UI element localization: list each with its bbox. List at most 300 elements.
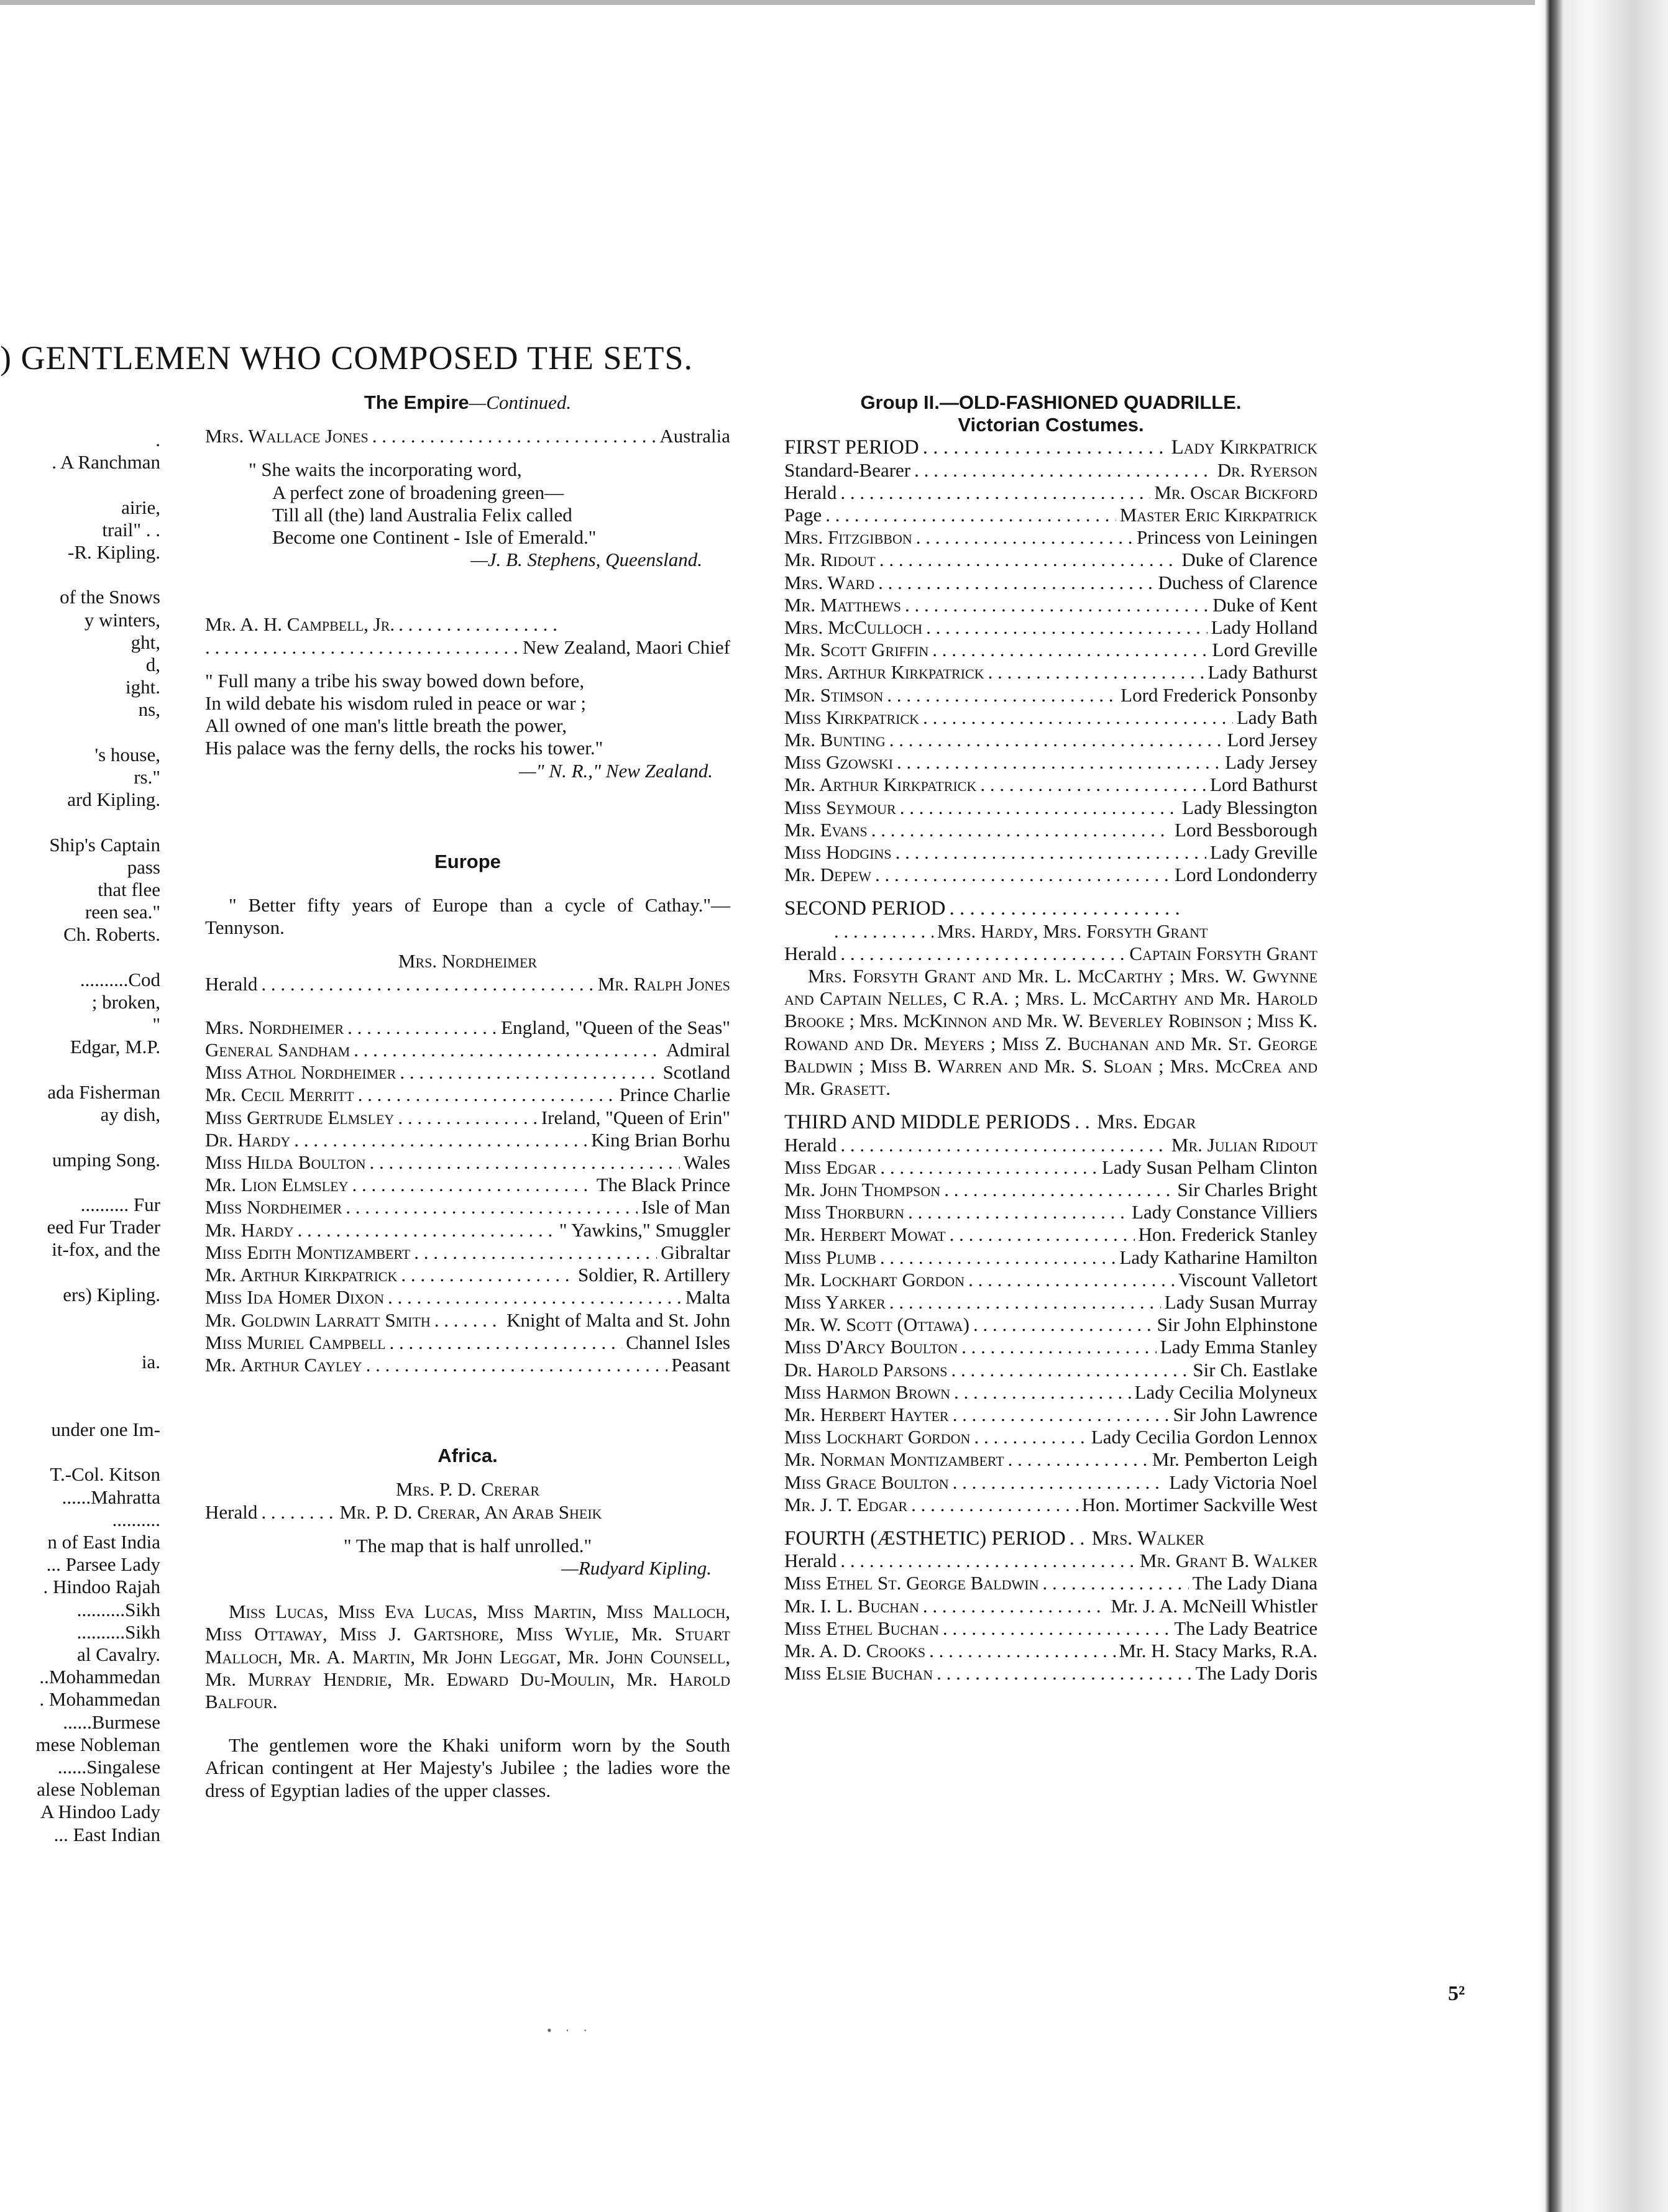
left-fragment-line: rs."	[134, 766, 160, 788]
role-character: Lady Blessington	[1182, 796, 1317, 818]
left-fragment-line	[0, 721, 160, 744]
role-row	[784, 504, 1317, 526]
role-row	[784, 1640, 1317, 1662]
africa-quote-attribution: —Rudyard Kipling.	[561, 1556, 712, 1579]
left-fragment-line: ..Mohammedan	[39, 1666, 160, 1688]
first-period-leader: Lady Kirkpatrick	[1171, 436, 1317, 459]
role-character: Lord Bathurst	[1209, 774, 1317, 796]
empire-title-suffix: —Continued.	[469, 391, 572, 413]
role-row	[205, 1286, 730, 1309]
europe-herald-row	[205, 973, 730, 995]
left-fragment-line: ; broken,	[91, 991, 160, 1013]
third-period-herald-label: Herald	[784, 1133, 837, 1156]
role-person: Miss Ethel St. George Baldwin	[784, 1572, 1039, 1594]
africa-section-title: Africa.	[438, 1445, 498, 1467]
role-row	[784, 774, 1317, 796]
role-character: Sir John Elphinstone	[1157, 1314, 1317, 1336]
role-character: Lady Greville	[1209, 841, 1317, 864]
role-row	[784, 729, 1317, 751]
role-row	[205, 1332, 730, 1354]
left-fragment-line: it-fox, and the	[52, 1238, 160, 1261]
poem-line: All owned of one man's little breath the power,	[205, 715, 567, 737]
left-fragment-line: ..........Sikh	[76, 1598, 160, 1620]
role-person: Miss Gertrude Elmsley	[205, 1106, 395, 1128]
role-person: Herald	[784, 481, 837, 503]
role-row	[205, 1219, 730, 1241]
left-fragment-line: A Hindoo Lady	[40, 1801, 160, 1823]
role-row	[784, 1617, 1317, 1640]
africa-herald-row	[205, 1501, 730, 1524]
left-fragment-line	[0, 1059, 160, 1081]
africa-herald-name: Mr. P. D. Crerar, An Arab Sheik	[339, 1501, 602, 1523]
first-period-list	[784, 459, 1317, 887]
role-person: Mrs. McCulloch	[784, 616, 923, 639]
role-character: Scotland	[662, 1061, 730, 1084]
role-person: Miss D'Arcy Boulton	[784, 1336, 958, 1358]
role-character: Channel Isles	[626, 1331, 730, 1353]
role-row	[784, 684, 1317, 706]
nz-name: Mr. A. H. Campbell, Jr.	[205, 613, 395, 636]
first-period-row	[784, 436, 1317, 459]
role-row	[784, 1404, 1317, 1426]
empire-section-title	[205, 391, 730, 414]
left-fragment-line	[0, 1126, 160, 1148]
left-fragment-line: "	[152, 1013, 160, 1036]
left-fragment-line: umping Song.	[52, 1148, 160, 1171]
left-fragment-line: Ship's Captain	[49, 833, 160, 856]
left-fragment-line	[0, 1328, 160, 1351]
left-fragment-line: trail" . .	[102, 518, 160, 541]
left-fragment-line: T.-Col. Kitson	[50, 1463, 160, 1486]
role-row	[784, 1314, 1317, 1336]
left-fragment-line	[0, 1171, 160, 1194]
role-character: The Lady Beatrice	[1174, 1617, 1317, 1639]
second-period-leaders-row	[784, 920, 1317, 943]
role-character: Hon. Mortimer Sackville West	[1081, 1493, 1317, 1515]
role-row	[205, 1039, 730, 1061]
role-row	[205, 1264, 730, 1286]
fourth-period-leader: Mrs. Walker	[1091, 1527, 1204, 1550]
second-period-leaders: Mrs. Hardy, Mrs. Forsyth Grant	[937, 920, 1208, 942]
role-row	[205, 1129, 730, 1151]
role-character: Sir Ch. Eastlake	[1193, 1358, 1317, 1381]
role-person: Miss Kirkpatrick	[784, 706, 920, 728]
role-person: Miss Edith Montizambert	[205, 1241, 411, 1263]
group2-subtitle: Victorian Costumes.	[958, 414, 1144, 436]
role-person: Mr. Lockhart Gordon	[784, 1268, 965, 1291]
role-row	[205, 1151, 730, 1174]
book-spine-shadow	[1540, 0, 1668, 2212]
empire-title: The Empire	[364, 391, 469, 413]
second-period-herald-label: Herald	[784, 942, 837, 964]
role-person: Mrs. Nordheimer	[205, 1016, 344, 1038]
role-character: Wales	[684, 1151, 730, 1174]
nz-role-row	[205, 636, 730, 659]
left-fragment-line: . Hindoo Rajah	[43, 1576, 160, 1598]
role-person: Miss Hodgins	[784, 841, 892, 864]
europe-leader: Mrs. Nordheimer	[398, 950, 538, 972]
role-row	[205, 1309, 730, 1332]
nz-role: New Zealand, Maori Chief	[523, 636, 730, 658]
europe-quote: " Better fifty years of Europe than a cycle of Cathay."—Tennyson.	[205, 894, 730, 939]
left-fragment-line: mese Nobleman	[35, 1733, 160, 1755]
role-row	[784, 1336, 1317, 1358]
role-row	[784, 1595, 1317, 1617]
role-person: Mr. Arthur Cayley	[205, 1353, 362, 1376]
poem-line: Become one Continent - Isle of Emerald."	[272, 526, 597, 549]
left-fragment-line: ......Singalese	[57, 1755, 160, 1778]
left-fragment-line: ard Kipling.	[67, 788, 160, 811]
role-row	[784, 1201, 1317, 1223]
role-row	[784, 819, 1317, 841]
left-fragment-line: .......... Fur	[80, 1193, 160, 1215]
fourth-period-herald-row	[784, 1550, 1317, 1572]
role-row	[784, 459, 1317, 482]
role-character: Lady Constance Villiers	[1132, 1201, 1317, 1223]
role-row	[784, 572, 1317, 594]
third-period-herald-name: Mr. Julian Ridout	[1171, 1133, 1317, 1156]
role-character: King Brian Borhu	[591, 1128, 730, 1151]
poem-2-attribution: —" N. R.," New Zealand.	[519, 759, 713, 782]
left-fragment-line: that flee	[98, 879, 160, 901]
left-fragment-line: ers) Kipling.	[63, 1283, 160, 1305]
role-character: Ireland, "Queen of Erin"	[541, 1106, 730, 1128]
role-person: Mr. I. L. Buchan	[784, 1594, 919, 1617]
role-row	[784, 526, 1317, 549]
africa-costume-note: The gentlemen wore the Khaki uniform worn by the South African contingent at Her Majesty's Jubilee ; the ladies wore the dress of Egyptian ladies of the upper classes.	[205, 1734, 730, 1801]
role-person: Mr. A. D. Crooks	[784, 1639, 926, 1661]
role-person: Miss Lockhart Gordon	[784, 1426, 971, 1448]
role-row	[784, 594, 1317, 616]
role-character: Lady Victoria Noel	[1169, 1471, 1317, 1493]
left-fragment-line: 's house,	[94, 743, 160, 766]
left-fragment-line: ght,	[131, 631, 160, 653]
left-fragment-line	[0, 1441, 160, 1463]
role-row	[784, 1381, 1317, 1404]
role-row	[784, 1448, 1317, 1471]
role-person: Miss Edgar	[784, 1156, 877, 1178]
fourth-period-label: FOURTH (ÆSTHETIC) PERIOD	[784, 1527, 1066, 1550]
role-person: Miss Ida Homer Dixon	[205, 1286, 385, 1309]
role-person: Mr. Norman Montizambert	[784, 1448, 1004, 1471]
role-person: Mr. J. T. Edgar	[784, 1493, 908, 1515]
left-fragment-line: pass	[127, 856, 160, 878]
role-character: Lady Susan Murray	[1164, 1291, 1317, 1313]
role-row	[784, 751, 1317, 774]
role-character: The Lady Diana	[1192, 1572, 1317, 1594]
poem-line: A perfect zone of broadening green—	[272, 481, 564, 503]
role-person: Miss Nordheimer	[205, 1196, 342, 1218]
role-character: Lady Holland	[1211, 616, 1317, 639]
africa-leader: Mrs. P. D. Crerar	[395, 1478, 540, 1501]
role-person: Standard-Bearer	[784, 459, 911, 481]
left-fragment-line: d,	[145, 654, 160, 676]
africa-herald-label: Herald	[205, 1501, 258, 1523]
role-character: England, "Queen of the Seas"	[501, 1016, 730, 1038]
left-fragment-line: ns,	[138, 698, 160, 721]
africa-quote: " The map that is half unrolled."	[343, 1534, 592, 1556]
role-person: Mr. Herbert Hayter	[784, 1403, 949, 1425]
second-period-couples: Mrs. Forsyth Grant and Mr. L. McCarthy ; Mrs. W. Gwynne and Captain Nelles, C R.A. ; Mrs. L. McCarthy and Mr. Harold Brooke ; Mrs. McKinnon and Mr. W. Beverley Robinson ; Miss K. Rowand and Dr. Meyers ; Miss Z. Buchanan and Mr. St. George Baldwin ; Miss B. Warren and Mr. S. Sloan ; Mrs. McCrea and Mr. Grasett.	[784, 965, 1317, 1100]
africa-participants: Miss Lucas, Miss Eva Lucas, Miss Martin, Miss Malloch, Miss Ottaway, Miss J. Gartshore, Miss Wylie, Mr. Stuart Malloch, Mr. A. Martin, Mr John Leggat, Mr. John Counsell, Mr. Murray Hendrie, Mr. Edward Du-Moulin, Mr. Harold Balfour.	[205, 1601, 730, 1712]
europe-section-title: Europe	[434, 850, 501, 872]
role-character: Duke of Clarence	[1181, 549, 1317, 571]
role-character: Knight of Malta and St. John	[506, 1309, 730, 1331]
role-character: Lord Bessborough	[1175, 818, 1317, 841]
role-person: Mr. Evans	[784, 818, 868, 841]
right-column	[784, 391, 1317, 1684]
left-fragment-line: ia.	[141, 1351, 160, 1373]
empire-poem-1	[205, 459, 730, 549]
role-person: Mr. Herbert Mowat	[784, 1223, 946, 1246]
left-fragment-line: ..........	[112, 1508, 160, 1530]
role-character: Duchess of Clarence	[1158, 571, 1317, 593]
second-period-label: SECOND PERIOD	[784, 897, 946, 920]
role-character: Viscount Valletort	[1178, 1268, 1317, 1291]
role-character: Sir John Lawrence	[1173, 1403, 1317, 1425]
role-person: Miss Gzowski	[784, 751, 894, 774]
role-person: Miss Seymour	[784, 796, 896, 818]
role-row	[205, 1107, 730, 1129]
role-character: Princess von Leiningen	[1136, 526, 1317, 549]
role-row	[205, 1196, 730, 1218]
poem-line: His palace was the ferny dells, the rocks his tower."	[205, 737, 603, 759]
role-row	[784, 1572, 1317, 1594]
role-row	[784, 1494, 1317, 1516]
role-character: Isle of Man	[641, 1196, 730, 1218]
second-period-herald-name: Captain Forsyth Grant	[1129, 942, 1317, 964]
role-character: Malta	[685, 1286, 730, 1309]
left-fragment-line: ..........Sikh	[76, 1620, 160, 1643]
role-person: Page	[784, 504, 822, 526]
left-fragment-line	[0, 811, 160, 833]
page-top-edge	[0, 0, 1535, 5]
role-character: " Yawkins," Smuggler	[559, 1218, 730, 1241]
left-column-fragment	[0, 429, 160, 1846]
role-character: Mr. H. Stacy Marks, R.A.	[1119, 1639, 1317, 1661]
left-fragment-line: . A Ranchman	[52, 451, 160, 473]
second-period-herald-row	[784, 943, 1317, 965]
second-period-row	[784, 897, 1317, 920]
poem-line: Till all (the) land Australia Felix called	[272, 503, 572, 526]
left-fragment-line: Ch. Roberts.	[63, 923, 160, 946]
role-person: Mr. Goldwin Larratt Smith	[205, 1309, 431, 1331]
role-character: Prince Charlie	[619, 1084, 730, 1106]
role-character: Lord Londonderry	[1175, 864, 1317, 886]
role-character: Mr. Pemberton Leigh	[1152, 1448, 1317, 1471]
role-row	[784, 1156, 1317, 1179]
left-fragment-line: al Cavalry.	[77, 1643, 160, 1665]
role-row	[784, 1179, 1317, 1201]
fourth-period-herald-label: Herald	[784, 1550, 837, 1572]
role-person: Miss Hilda Boulton	[205, 1151, 366, 1174]
ink-specks: • · ·	[547, 2022, 593, 2038]
role-person: Miss Ethel Buchan	[784, 1617, 939, 1639]
left-fragment-line: alese Nobleman	[37, 1778, 160, 1801]
third-period-row	[784, 1111, 1317, 1133]
page-heading: ) GENTLEMEN WHO COMPOSED THE SETS.	[0, 339, 694, 377]
role-character: The Black Prince	[596, 1174, 730, 1196]
role-person: Miss Muriel Campbell	[205, 1331, 386, 1353]
role-row	[784, 1426, 1317, 1448]
role-character: Hon. Frederick Stanley	[1138, 1223, 1317, 1246]
australia-role: Australia	[659, 425, 730, 447]
role-character: Lord Frederick Ponsonby	[1120, 683, 1317, 706]
empire-poem-2	[205, 670, 730, 760]
fourth-period-herald-name: Mr. Grant B. Walker	[1140, 1550, 1317, 1572]
left-fragment-line	[0, 1306, 160, 1328]
left-fragment-line: ......Mahratta	[62, 1486, 160, 1508]
role-person: Mr. Stimson	[784, 683, 884, 706]
left-fragment-line: under one Im-	[51, 1418, 160, 1440]
role-character: Gibraltar	[661, 1241, 730, 1263]
europe-herald-label: Herald	[205, 972, 258, 995]
role-row	[205, 1354, 730, 1376]
role-person: Miss Plumb	[784, 1246, 876, 1268]
poem-line: " She waits the incorporating word,	[249, 459, 522, 481]
role-character: Lord Greville	[1212, 639, 1317, 661]
australia-row	[205, 425, 730, 447]
role-person: Mr. Ridout	[784, 549, 876, 571]
left-fragment-line	[0, 1396, 160, 1419]
left-fragment-line: . Mohammedan	[39, 1688, 160, 1711]
left-fragment-line: Edgar, M.P.	[70, 1036, 160, 1058]
poem-1-attribution: —J. B. Stephens, Queensland.	[470, 549, 702, 571]
role-row	[205, 1061, 730, 1084]
role-person: Mrs. Fitzgibbon	[784, 526, 912, 549]
nz-name-row	[205, 613, 730, 636]
role-character: Soldier, R. Artillery	[577, 1264, 730, 1286]
left-fragment-line: -R. Kipling.	[68, 541, 160, 564]
role-row	[784, 616, 1317, 639]
role-person: Dr. Hardy	[205, 1128, 291, 1151]
fourth-period-list	[784, 1572, 1317, 1684]
left-fragment-line: of the Snows	[60, 586, 160, 608]
role-row	[784, 1223, 1317, 1246]
left-fragment-line: ... East Indian	[53, 1823, 160, 1845]
europe-herald-name: Mr. Ralph Jones	[597, 972, 730, 995]
role-person: Dr. Harold Parsons	[784, 1358, 948, 1381]
role-row	[205, 1241, 730, 1264]
role-person: Mr. Arthur Kirkpatrick	[205, 1264, 398, 1286]
role-person: Miss Athol Nordheimer	[205, 1061, 396, 1084]
role-character: Master Eric Kirkpatrick	[1119, 504, 1317, 526]
first-period-label: FIRST PERIOD	[784, 436, 919, 459]
role-person: Mr. Lion Elmsley	[205, 1174, 349, 1196]
role-row	[784, 1246, 1317, 1269]
role-person: Mr. Arthur Kirkpatrick	[784, 774, 977, 796]
third-period-label: THIRD AND MIDDLE PERIODS	[784, 1111, 1071, 1134]
role-person: Mrs. Arthur Kirkpatrick	[784, 661, 984, 683]
role-person: Miss Elsie Buchan	[784, 1662, 933, 1684]
role-character: Lady Bath	[1237, 706, 1317, 728]
role-person: Mr. Depew	[784, 864, 872, 886]
role-row	[784, 1269, 1317, 1291]
role-row	[205, 1174, 730, 1196]
left-fragment-line: ada Fisherman	[47, 1081, 160, 1103]
left-fragment-line	[0, 1261, 160, 1284]
role-row	[205, 1084, 730, 1106]
role-row	[784, 864, 1317, 886]
role-row	[784, 639, 1317, 661]
role-row	[784, 1471, 1317, 1494]
role-character: Dr. Ryerson	[1217, 459, 1317, 481]
role-row	[784, 482, 1317, 504]
left-fragment-line: airie,	[121, 496, 160, 518]
role-character: Admiral	[666, 1039, 730, 1061]
role-character: Duke of Kent	[1212, 593, 1317, 616]
third-period-list	[784, 1156, 1317, 1516]
role-person: Miss Harmon Brown	[784, 1381, 951, 1403]
left-fragment-line: n of East India	[47, 1530, 160, 1553]
role-person: Mr. Scott Griffin	[784, 639, 929, 661]
role-character: Lord Jersey	[1227, 729, 1317, 751]
left-fragment-line: reen sea."	[85, 901, 160, 923]
group2-title: Group II.—OLD-FASHIONED QUADRILLE.	[860, 391, 1242, 413]
role-row	[784, 661, 1317, 683]
middle-column	[205, 391, 730, 1802]
left-fragment-line: ... Parsee Lady	[46, 1553, 160, 1576]
fourth-period-row	[784, 1527, 1317, 1550]
role-row	[784, 797, 1317, 819]
left-fragment-line: .	[155, 429, 160, 450]
role-row	[784, 549, 1317, 571]
poem-line: In wild debate his wisdom ruled in peace or war ;	[205, 692, 586, 715]
left-fragment-line	[0, 564, 160, 586]
left-fragment-line: eed Fur Trader	[47, 1216, 160, 1238]
poem-line: " Full many a tribe his sway bowed down before,	[205, 669, 585, 692]
role-row	[784, 1359, 1317, 1381]
left-fragment-line: ay dish,	[100, 1104, 160, 1126]
role-person: Mr. Bunting	[784, 729, 886, 751]
role-character: Lady Jersey	[1225, 751, 1317, 774]
role-row	[784, 841, 1317, 864]
role-character: Peasant	[671, 1353, 730, 1376]
page-number: 5²	[1448, 1982, 1465, 2005]
third-period-herald-row	[784, 1134, 1317, 1156]
role-character: Mr. Oscar Bickford	[1154, 481, 1317, 503]
left-fragment-line: ..........Cod	[80, 968, 160, 990]
role-person: General Sandham	[205, 1039, 351, 1061]
role-person: Mr. Cecil Merritt	[205, 1084, 354, 1106]
role-character: The Lady Doris	[1195, 1662, 1317, 1684]
role-character: Sir Charles Bright	[1177, 1178, 1317, 1200]
role-row	[205, 1017, 730, 1039]
role-character: Lady Cecilia Gordon Lennox	[1091, 1426, 1317, 1448]
role-row	[784, 1662, 1317, 1684]
role-person: Mr. Hardy	[205, 1218, 294, 1241]
third-period-leader: Mrs. Edgar	[1097, 1111, 1196, 1134]
role-person: Mrs. Ward	[784, 571, 875, 593]
role-person: Mr. W. Scott (Ottawa)	[784, 1314, 970, 1336]
role-character: Lady Cecilia Molyneux	[1134, 1381, 1317, 1403]
role-person: Miss Thorburn	[784, 1201, 905, 1223]
left-fragment-line	[0, 1374, 160, 1396]
role-character: Lady Emma Stanley	[1160, 1336, 1317, 1358]
left-fragment-line: y winters,	[84, 608, 160, 631]
role-character: Lady Bathurst	[1207, 661, 1317, 683]
role-row	[784, 706, 1317, 729]
left-fragment-line: ......Burmese	[63, 1711, 160, 1733]
role-row	[784, 1291, 1317, 1314]
australia-name: Mrs. Wallace Jones	[205, 425, 369, 447]
role-person: Mr. Matthews	[784, 593, 901, 616]
role-person: Mr. John Thompson	[784, 1178, 941, 1200]
left-fragment-line	[0, 946, 160, 969]
left-fragment-line	[0, 473, 160, 496]
europe-roles-list	[205, 1017, 730, 1376]
role-character: Mr. J. A. McNeill Whistler	[1111, 1594, 1317, 1617]
